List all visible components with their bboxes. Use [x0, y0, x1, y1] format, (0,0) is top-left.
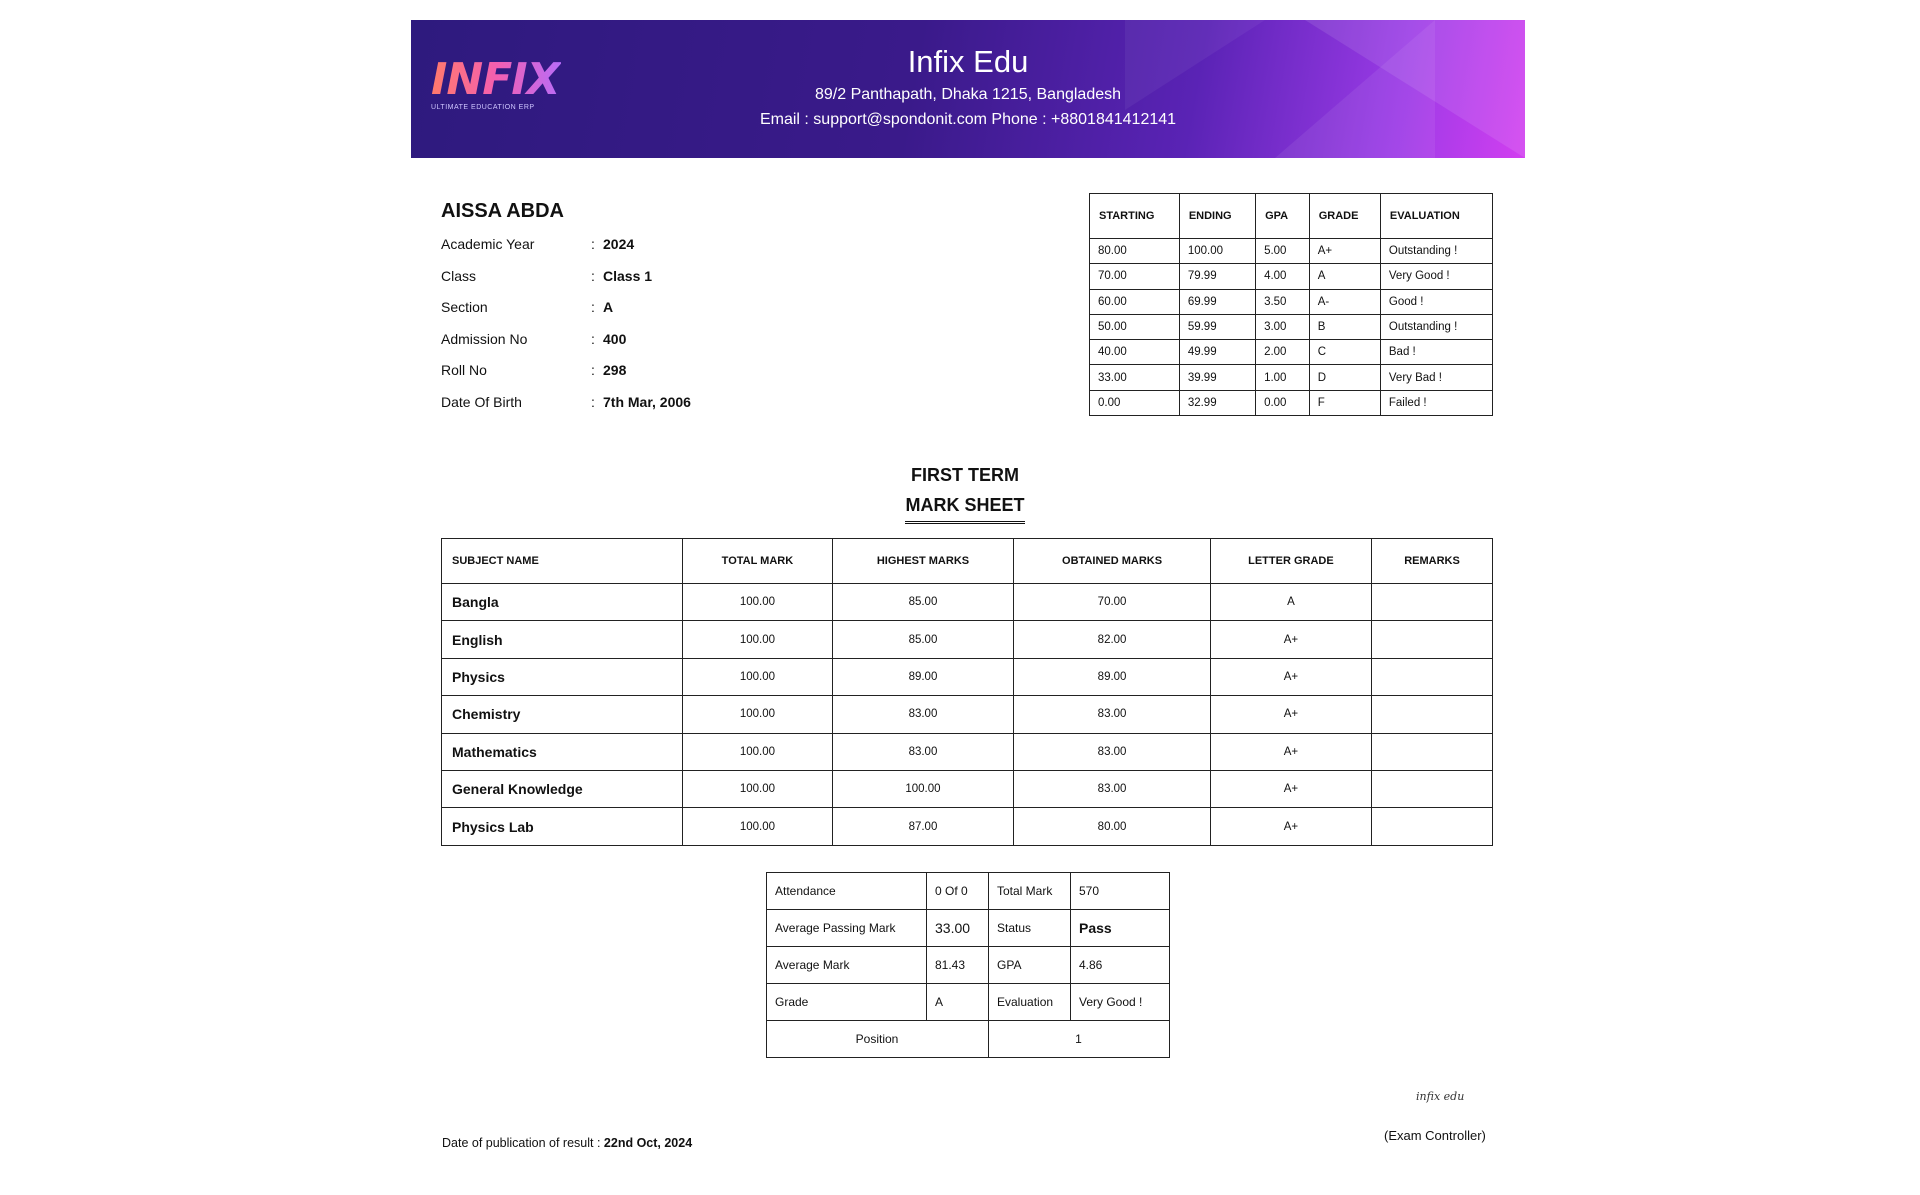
table-cell: 80.00 — [1014, 808, 1211, 845]
info-value: 400 — [603, 330, 627, 347]
table-cell: 2.00 — [1256, 340, 1310, 365]
table-cell: 100.00 — [683, 696, 832, 733]
table-cell: 83.00 — [1014, 696, 1211, 733]
table-cell: 40.00 — [1090, 340, 1180, 365]
table-cell: 100.00 — [683, 584, 832, 621]
table-cell: 89.00 — [832, 658, 1014, 695]
table-cell: 3.00 — [1256, 314, 1310, 339]
total-mark-value: 570 — [1071, 873, 1170, 910]
table-cell: 70.00 — [1014, 584, 1211, 621]
info-row — [441, 299, 691, 331]
table-cell: 100.00 — [683, 770, 832, 807]
avg-passing-value: 33.00 — [927, 910, 989, 947]
student-name: AISSA ABDA — [441, 200, 564, 222]
avg-mark-value: 81.43 — [927, 947, 989, 984]
exam-controller-label: (Exam Controller) — [1384, 1128, 1486, 1143]
table-cell: 85.00 — [832, 621, 1014, 658]
table-cell: A+ — [1210, 733, 1371, 770]
table-cell: Very Good ! — [1380, 264, 1492, 289]
info-label: Admission No — [441, 330, 528, 347]
student-info — [441, 236, 691, 425]
table-row — [1090, 289, 1493, 314]
subject-name: Chemistry — [442, 696, 683, 733]
table-cell: 100.00 — [683, 733, 832, 770]
grade-label: Grade — [767, 984, 927, 1021]
info-row — [441, 394, 691, 426]
table-cell: 85.00 — [832, 584, 1014, 621]
term-title: FIRST TERM — [911, 465, 1019, 485]
info-value: 7th Mar, 2006 — [603, 393, 691, 410]
info-colon: : — [591, 362, 595, 378]
table-cell: 83.00 — [832, 696, 1014, 733]
logo-text: INFIX — [431, 54, 560, 105]
table-cell: 1.00 — [1256, 365, 1310, 390]
subject-name: English — [442, 621, 683, 658]
term-heading — [0, 460, 1920, 524]
table-row — [1090, 365, 1493, 390]
info-label: Academic Year — [441, 236, 535, 252]
attendance-value: 0 Of 0 — [927, 873, 989, 910]
table-cell: 0.00 — [1090, 390, 1180, 415]
table-cell: Good ! — [1380, 289, 1492, 314]
summary-table — [766, 872, 1170, 1058]
column-header: GPA — [1256, 194, 1310, 239]
table-cell: 50.00 — [1090, 314, 1180, 339]
subject-name: Physics Lab — [442, 808, 683, 845]
table-cell: 3.50 — [1256, 289, 1310, 314]
logo-subtitle: ULTIMATE EDUCATION ERP — [431, 104, 535, 111]
table-cell — [1372, 733, 1493, 770]
school-contact: Email : support@spondonit.com Phone : +8801841412141 — [759, 111, 1177, 128]
total-mark-label: Total Mark — [989, 873, 1071, 910]
table-cell: 83.00 — [832, 733, 1014, 770]
table-cell: 80.00 — [1090, 239, 1180, 264]
publication-label: Date of publication of result : — [442, 1136, 601, 1150]
info-label: Date Of Birth — [441, 393, 522, 410]
table-cell: 87.00 — [832, 808, 1014, 845]
table-cell: 4.00 — [1256, 264, 1310, 289]
info-label: Section — [441, 299, 488, 315]
table-header-row — [1090, 194, 1493, 239]
column-header: REMARKS — [1372, 539, 1493, 584]
table-cell: 100.00 — [1179, 239, 1255, 264]
table-cell: 100.00 — [683, 808, 832, 845]
table-cell: D — [1309, 365, 1380, 390]
info-colon: : — [591, 393, 595, 410]
table-cell: 100.00 — [832, 770, 1014, 807]
info-label: Roll No — [441, 362, 487, 378]
school-logo — [431, 54, 561, 128]
table-cell: 100.00 — [683, 658, 832, 695]
table-row — [442, 658, 1493, 695]
info-row — [441, 331, 691, 363]
signature: infix edu — [1416, 1090, 1465, 1103]
table-cell: C — [1309, 340, 1380, 365]
table-cell — [1372, 696, 1493, 733]
info-value: A — [603, 299, 614, 315]
table-cell: F — [1309, 390, 1380, 415]
gpa-value: 4.86 — [1071, 947, 1170, 984]
info-value: Class 1 — [603, 267, 653, 284]
table-cell: 100.00 — [683, 621, 832, 658]
table-cell: Outstanding ! — [1380, 314, 1492, 339]
gpa-label: GPA — [989, 947, 1071, 984]
info-row — [441, 268, 691, 300]
info-value: 2024 — [603, 236, 635, 252]
table-cell: 82.00 — [1014, 621, 1211, 658]
table-cell — [1372, 584, 1493, 621]
table-cell: A+ — [1309, 239, 1380, 264]
table-cell: A — [1210, 584, 1371, 621]
column-header: SUBJECT NAME — [442, 539, 683, 584]
marks-table — [441, 538, 1493, 846]
table-row — [1090, 340, 1493, 365]
table-cell — [1372, 658, 1493, 695]
info-row — [441, 236, 691, 268]
header-banner — [411, 20, 1525, 158]
table-row — [767, 984, 1170, 1021]
table-row — [442, 584, 1493, 621]
table-cell: 0.00 — [1256, 390, 1310, 415]
column-header: STARTING — [1090, 194, 1180, 239]
table-row — [442, 696, 1493, 733]
table-cell: A+ — [1210, 808, 1371, 845]
table-cell: Outstanding ! — [1380, 239, 1492, 264]
table-row — [1090, 314, 1493, 339]
info-colon: : — [591, 299, 595, 315]
table-cell: 70.00 — [1090, 264, 1180, 289]
column-header: GRADE — [1309, 194, 1380, 239]
column-header: ENDING — [1179, 194, 1255, 239]
status-value: Pass — [1071, 910, 1170, 947]
publication-date-value: 22nd Oct, 2024 — [603, 1136, 693, 1150]
mark-sheet-title: MARK SHEET — [905, 490, 1024, 524]
table-cell: A- — [1309, 289, 1380, 314]
table-cell: Bad ! — [1380, 340, 1492, 365]
table-row — [442, 808, 1493, 845]
table-cell: 49.99 — [1179, 340, 1255, 365]
info-colon: : — [591, 330, 595, 347]
banner-decoration — [1305, 20, 1525, 158]
publication-date — [442, 1136, 692, 1150]
avg-passing-label: Average Passing Mark — [767, 910, 927, 947]
status-label: Status — [989, 910, 1071, 947]
evaluation-value: Very Good ! — [1071, 984, 1170, 1021]
table-cell — [1372, 621, 1493, 658]
table-row — [767, 910, 1170, 947]
table-cell: 5.00 — [1256, 239, 1310, 264]
table-cell: 33.00 — [1090, 365, 1180, 390]
subject-name: Bangla — [442, 584, 683, 621]
table-cell: 83.00 — [1014, 770, 1211, 807]
column-header: HIGHEST MARKS — [832, 539, 1014, 584]
subject-name: General Knowledge — [442, 770, 683, 807]
table-cell: 79.99 — [1179, 264, 1255, 289]
column-header: LETTER GRADE — [1210, 539, 1371, 584]
table-cell: A+ — [1210, 696, 1371, 733]
info-row — [441, 362, 691, 394]
table-row — [442, 770, 1493, 807]
table-cell: A — [1309, 264, 1380, 289]
column-header: TOTAL MARK — [683, 539, 832, 584]
info-value: 298 — [603, 362, 627, 378]
column-header: EVALUATION — [1380, 194, 1492, 239]
table-header-row — [442, 539, 1493, 584]
school-address: 89/2 Panthapath, Dhaka 1215, Bangladesh — [814, 86, 1122, 103]
table-cell — [1372, 770, 1493, 807]
position-label: Position — [767, 1021, 989, 1058]
table-row — [767, 947, 1170, 984]
table-row — [767, 1021, 1170, 1058]
grade-value: A — [927, 984, 989, 1021]
table-row — [442, 733, 1493, 770]
column-header: OBTAINED MARKS — [1014, 539, 1211, 584]
avg-mark-label: Average Mark — [767, 947, 927, 984]
school-info — [611, 42, 1325, 132]
table-cell: A+ — [1210, 770, 1371, 807]
table-cell: A+ — [1210, 621, 1371, 658]
table-cell: Failed ! — [1380, 390, 1492, 415]
table-cell: B — [1309, 314, 1380, 339]
table-cell: 60.00 — [1090, 289, 1180, 314]
subject-name: Physics — [442, 658, 683, 695]
position-value: 1 — [989, 1021, 1170, 1058]
grade-scale-table — [1089, 193, 1493, 416]
table-row — [442, 621, 1493, 658]
table-cell: 32.99 — [1179, 390, 1255, 415]
table-cell — [1372, 808, 1493, 845]
table-row — [1090, 239, 1493, 264]
table-cell: 69.99 — [1179, 289, 1255, 314]
school-name: Infix Edu — [907, 44, 1029, 79]
table-cell: A+ — [1210, 658, 1371, 695]
info-colon: : — [591, 267, 595, 284]
info-label: Class — [441, 267, 477, 284]
table-row — [767, 873, 1170, 910]
subject-name: Mathematics — [442, 733, 683, 770]
table-cell: 39.99 — [1179, 365, 1255, 390]
table-row — [1090, 264, 1493, 289]
table-row — [1090, 390, 1493, 415]
table-cell: Very Bad ! — [1380, 365, 1492, 390]
attendance-label: Attendance — [767, 873, 927, 910]
table-cell: 89.00 — [1014, 658, 1211, 695]
evaluation-label: Evaluation — [989, 984, 1071, 1021]
info-colon: : — [591, 236, 595, 252]
table-cell: 83.00 — [1014, 733, 1211, 770]
table-cell: 59.99 — [1179, 314, 1255, 339]
